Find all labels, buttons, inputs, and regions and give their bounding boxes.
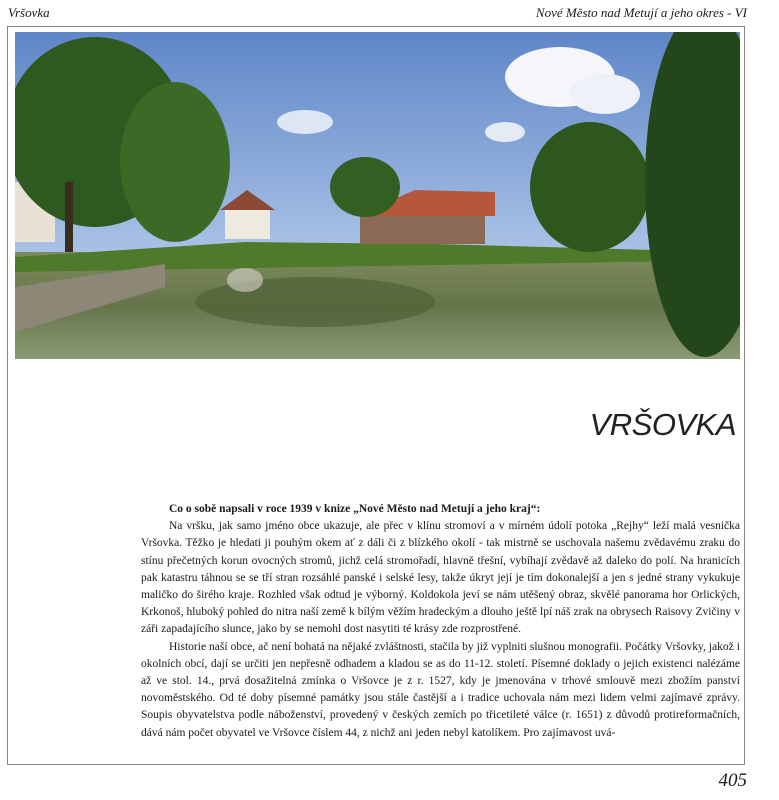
article-paragraph-1: Na vršku, jak samo jméno obce ukazuje, ale přec v klínu stromoví a v mírném údolí potoka „Rejhy“ leží malá vesnička Vršovka. Těžko je hledati ji pouhým okem ať z dáli či z blízkého okolí - tak mistrně se uschovala našemu zvědavému zraku do stínu přečetných korun ovocných stromů, jichž celá stromořadí, hlavně třešní, vybíhají zvědavě až daleko do polí. Na hranicích pak katastru táhnou se se tří stran rozsáhlé panské i selské lesy, takže úkryt její je tím dokonalejší a jen s jedné strany vykukuje maličko do širého kraje. Rozhled však odtud je výborný. Koldokola jeví se nám utěšený obraz, skvělé panorama hor Orlických, Krkonoš, hluboký pohled do nitra naší země k bílým věžím hradeckým a dlouho ještě lpí náš zrak na obrysech Raisovy Zvičiny v záři zapadajícího slunce, jako by se nemohl dost nasytiti té krásy zde rozprostřené. [141,520,740,636]
article-paragraph-2: Historie naší obce, ač není bohatá na nějaké zvláštnosti, stačila by již vyplniti slušnou monografii. Počátky Vršovky, jakož i okolních obcí, dají se určiti jen nepřesně odhadem a kladou se as do 11-12. století. Písemné doklady o jejich existenci nalézáme až ve stol. 14., prvá dosažitelná zmínka o Vršovce je z r. 1527, kdy je jmenována v trhové smlouvě mezi zbožím panství novoměstského. Od té doby písemné památky jsou stále častější a i tradice uchovala nám mezi lidem velmi zajímavé zprávy. Soupis obyvatelstva podle náboženství, provedený v českých zemích po třicetileté válce (r. 1651) z důvodů protireformačních, dává nám počet obyvatel ve Vršovce číslem 44, z nichž ani jeden nebyl katolíkem. Pro zajímavost uvá- [141,640,740,739]
house [225,207,270,239]
cloud [570,74,640,114]
page-frame [7,26,745,765]
running-head-right: Nové Město nad Metují a jeho okres - VI [535,5,747,20]
photo-illustration [15,32,740,359]
farm-building [360,214,485,244]
tree [120,82,230,242]
running-head [8,4,747,22]
tree [330,157,400,217]
cloud [485,122,525,142]
tree [530,122,650,252]
running-head-left: Vršovka [8,5,50,20]
article-lead: Co o sobě napsali v roce 1939 v knize „Nové Město nad Metují a jeho kraj“: [169,503,541,515]
village-pond-photo [15,32,740,359]
house-reflection [227,268,263,292]
cloud [277,110,333,134]
page-number: 405 [718,770,747,791]
article-body [141,501,740,742]
page-title: VRŠOVKA [589,407,736,442]
tree-trunk [65,182,73,252]
